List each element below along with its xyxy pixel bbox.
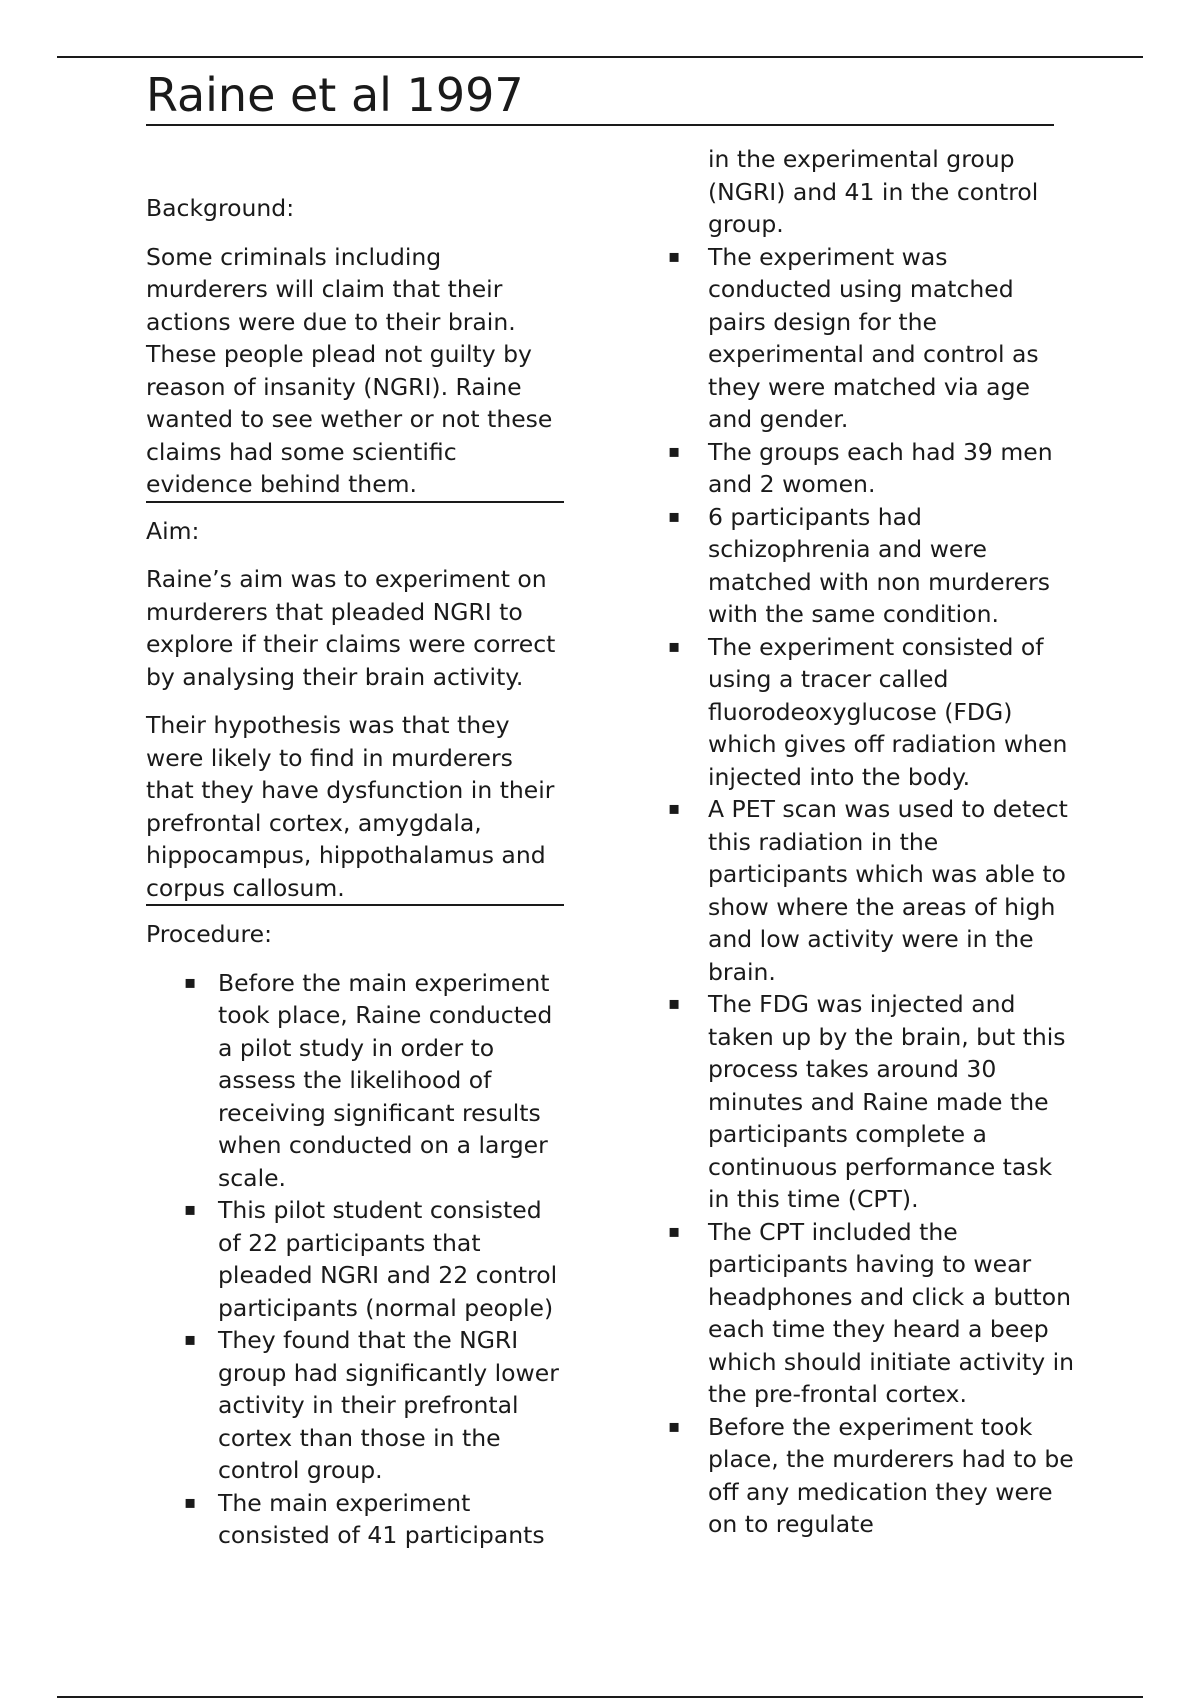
bullet-icon: ▪ bbox=[184, 971, 197, 993]
bullet-icon: ▪ bbox=[668, 993, 681, 1014]
list-item-text: This pilot student consisted of 22 participants that pleaded NGRI and 22 control participants (normal people) bbox=[218, 1196, 558, 1322]
list-item-text: They found that the NGRI group had significantly lower activity in their prefrontal cortex than those in the control group. bbox=[218, 1326, 559, 1484]
bullet-icon: ▪ bbox=[184, 1491, 197, 1513]
list-item bbox=[668, 988, 1074, 1216]
list-item bbox=[668, 631, 1074, 794]
list-item-text: The experiment consisted of using a tracer called fluorodeoxyglucose (FDG) which gives off radiation when injected into the body. bbox=[708, 632, 1068, 791]
list-item bbox=[668, 501, 1074, 631]
list-item bbox=[668, 793, 1074, 988]
left-column bbox=[146, 192, 564, 1552]
list-item-text: A PET scan was used to detect this radiation in the participants which was able to show where the areas of high and low activity were in the brain. bbox=[708, 795, 1068, 986]
aim-paragraph: Raine’s aim was to experiment on murderers that pleaded NGRI to explore if their claims were correct by analysing their brain activity. bbox=[146, 565, 556, 691]
bullet-icon: ▪ bbox=[668, 635, 681, 657]
bullet-icon: ▪ bbox=[184, 1199, 197, 1220]
list-item bbox=[184, 1194, 564, 1324]
list-item bbox=[668, 1411, 1074, 1541]
page-title: Raine et al 1997 bbox=[146, 62, 1054, 126]
list-item-text: The groups each had 39 men and 2 women. bbox=[708, 437, 1053, 498]
background-heading: Background: bbox=[146, 194, 295, 222]
list-item-text: The FDG was injected and taken up by the brain, but this process takes around 30 minutes and Raine made the participants complete a continuous performance task in this time (CPT). bbox=[708, 990, 1066, 1213]
list-item-text: The CPT included the participants having to wear headphones and click a button each time they heard a beep which should initiate activity in the pre-frontal cortex. bbox=[708, 1217, 1075, 1408]
list-item bbox=[668, 1216, 1075, 1411]
procedure-heading: Procedure: bbox=[146, 920, 272, 948]
procedure-list-right bbox=[664, 241, 1074, 1541]
right-column bbox=[664, 143, 1074, 1541]
list-item-text: 6 participants had schizophrenia and were matched with non murderers with the same condition. bbox=[708, 502, 1051, 628]
bullet-icon: ▪ bbox=[668, 245, 681, 267]
list-item bbox=[668, 436, 1074, 501]
list-item-text: The main experiment consisted of 41 participants bbox=[218, 1488, 545, 1549]
aim-heading: Aim: bbox=[146, 516, 200, 545]
background-text: Some criminals including murderers will claim that their actions were due to their brain. These people plead not guilty by reason of insanity (NGRI). Raine wanted to see wether or not these claims had some scientific evidence behind them. bbox=[146, 241, 564, 503]
list-item-continuation: in the experimental group (NGRI) and 41 in the control group. bbox=[708, 145, 1039, 238]
bullet-icon: ▪ bbox=[668, 1220, 681, 1242]
page-bottom-rule bbox=[57, 1696, 1143, 1698]
list-item bbox=[184, 1324, 564, 1487]
bullet-icon: ▪ bbox=[668, 798, 681, 819]
bullet-icon: ▪ bbox=[184, 1329, 197, 1350]
bullet-icon: ▪ bbox=[668, 440, 681, 462]
list-item-text: Before the experiment took place, the murderers had to be off any medication they were on to regulate bbox=[708, 1412, 1074, 1538]
list-item bbox=[184, 1487, 564, 1552]
list-item bbox=[184, 967, 564, 1195]
hypothesis-paragraph: Their hypothesis was that they were likely to find in murderers that they have dysfunction in their prefrontal cortex, amygdala, hippocampus, hippothalamus and corpus callosum. bbox=[146, 709, 564, 906]
page-top-rule bbox=[57, 56, 1143, 58]
bullet-icon: ▪ bbox=[668, 1415, 681, 1437]
list-item-text: The experiment was conducted using matched pairs design for the experimental and control as they were matched via age and gender. bbox=[708, 242, 1039, 433]
procedure-list-left bbox=[146, 967, 564, 1552]
bullet-icon: ▪ bbox=[668, 505, 681, 527]
list-item bbox=[668, 241, 1074, 436]
list-item-text: Before the main experiment took place, Raine conducted a pilot study in order to assess the likelihood of receiving significant results when conducted on a larger scale. bbox=[218, 968, 553, 1192]
